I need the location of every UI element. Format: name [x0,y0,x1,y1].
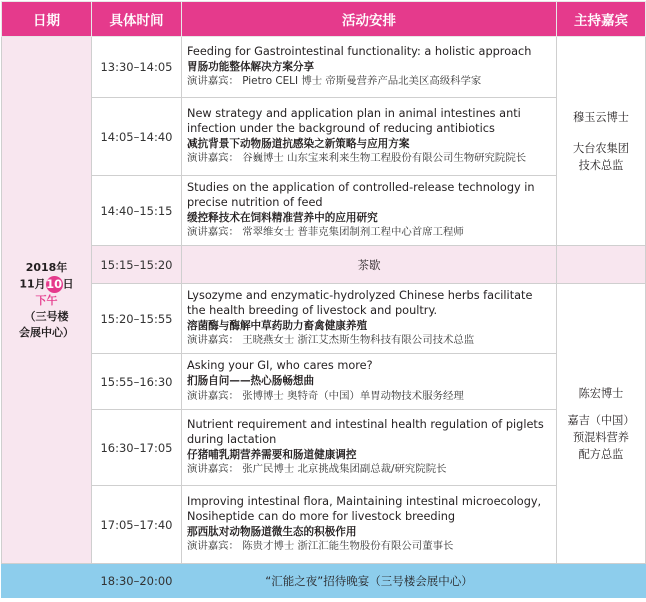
topic-en: Asking your GI, who cares more? [187,359,373,373]
session-row [2,354,646,410]
dinner-label: “汇能之夜”招待晚宴（三号楼会展中心） [182,564,557,598]
host-1-org1: 大台农集团 [573,141,629,155]
venue-line-2: 会展中心） [19,325,74,339]
break-host-empty [557,246,646,284]
session-time: 15:20–15:55 [92,284,182,354]
break-label: 茶歇 [182,246,557,284]
session-time: 17:05–17:40 [92,486,182,564]
topic-en: Improving intestinal flora, Maintaining intestinal microecology, Nosiheptide can do more for livestock breeding [187,494,542,523]
header-date: 日期 [2,2,92,37]
session-time: 13:30–14:05 [92,37,182,98]
session-topic [182,354,557,410]
speaker: 演讲嘉宾： 常翠维女士 普菲克集团制剂工程中心首席工程师 [187,226,464,239]
host-cell-2 [557,284,646,564]
session-time: 16:30–17:05 [92,410,182,486]
break-time: 15:15–15:20 [92,246,182,284]
session-row [2,410,646,486]
topic-cn: 仔猪哺乳期营养需要和肠道健康调控 [187,448,357,461]
session-row [2,176,646,246]
host-1-org2: 技术总监 [578,158,624,172]
topic-cn: 缓控释技术在饲料精准营养中的应用研究 [187,211,378,224]
host-cell-1 [557,37,646,246]
speaker: 演讲嘉宾： 陈贵才博士 浙江汇能生物股份有限公司董事长 [187,540,454,553]
topic-en: Nutrient requirement and intestinal health regulation of piglets during lactation [187,417,544,446]
session-topic [182,410,557,486]
host-2-name: 陈宏博士 [578,386,624,400]
header-row [2,2,646,37]
venue-line-1: （三号楼 [24,309,69,323]
header-activity: 活动安排 [182,2,557,37]
schedule-table [1,1,646,598]
topic-cn: 那西肽对动物肠道微生态的积极作用 [187,525,357,538]
topic-en: New strategy and application plan in animal intestines anti infection under the background of reducing antibiotics [187,106,521,135]
host-2-org2: 预混料营养 [573,430,629,444]
speaker: 演讲嘉宾： 王晓燕女士 浙江艾杰斯生物科技有限公司技术总监 [187,334,475,347]
session-row [2,486,646,564]
topic-en: Feeding for Gastrointestinal functionality: a holistic approach [187,44,532,58]
topic-en: Lysozyme and enzymatic-hydrolyzed Chinese herbs facilitate the health breeding of livestock and poultry. [187,288,533,317]
session-topic [182,284,557,354]
header-time: 具体时间 [92,2,182,37]
session-row [2,284,646,354]
topic-en: Studies on the application of controlled-release technology in precise nutrition of feed [187,180,535,209]
speaker: 演讲嘉宾： 谷巍博士 山东宝来利来生物工程股份有限公司生物研究院院长 [187,152,527,165]
topic-cn: 胃肠功能整体解决方案分享 [187,60,315,73]
header-host: 主持嘉宾 [557,2,646,37]
break-row [2,246,646,284]
date-year: 2018年 [25,260,68,274]
session-time: 14:40–15:15 [92,176,182,246]
speaker: 演讲嘉宾： 张博博士 奥特奇（中国）单胃动物技术服务经理 [187,389,464,402]
date-period: 下午 [35,293,58,307]
host-1-name: 穆玉云博士 [573,110,629,124]
topic-cn: 减抗背景下动物肠道抗感染之新策略与应用方案 [187,137,410,150]
date-day: 11月10日 [19,276,74,291]
day-circle: 10 [46,276,63,291]
dinner-host-empty [557,564,646,598]
session-time: 15:55–16:30 [92,354,182,410]
session-topic [182,98,557,176]
session-row [2,37,646,98]
dinner-date-empty [2,564,92,598]
dinner-time: 18:30–20:00 [92,564,182,598]
session-topic [182,176,557,246]
date-cell [2,37,92,564]
topic-cn: 溶菌酶与酶解中草药助力畜禽健康养殖 [187,319,368,332]
dinner-row [2,564,646,598]
session-topic [182,37,557,98]
session-time: 14:05–14:40 [92,98,182,176]
host-2-org3: 配方总监 [578,447,624,461]
speaker: 演讲嘉宾： Pietro CELI 博士 帝斯曼营养产品北美区高级科学家 [187,75,482,88]
session-topic [182,486,557,564]
speaker: 演讲嘉宾： 张广民博士 北京挑战集团副总裁/研究院院长 [187,463,447,476]
topic-cn: 扪肠自问——热心肠畅想曲 [187,375,315,388]
host-2-org1: 嘉吉（中国） [567,413,635,427]
session-row [2,98,646,176]
